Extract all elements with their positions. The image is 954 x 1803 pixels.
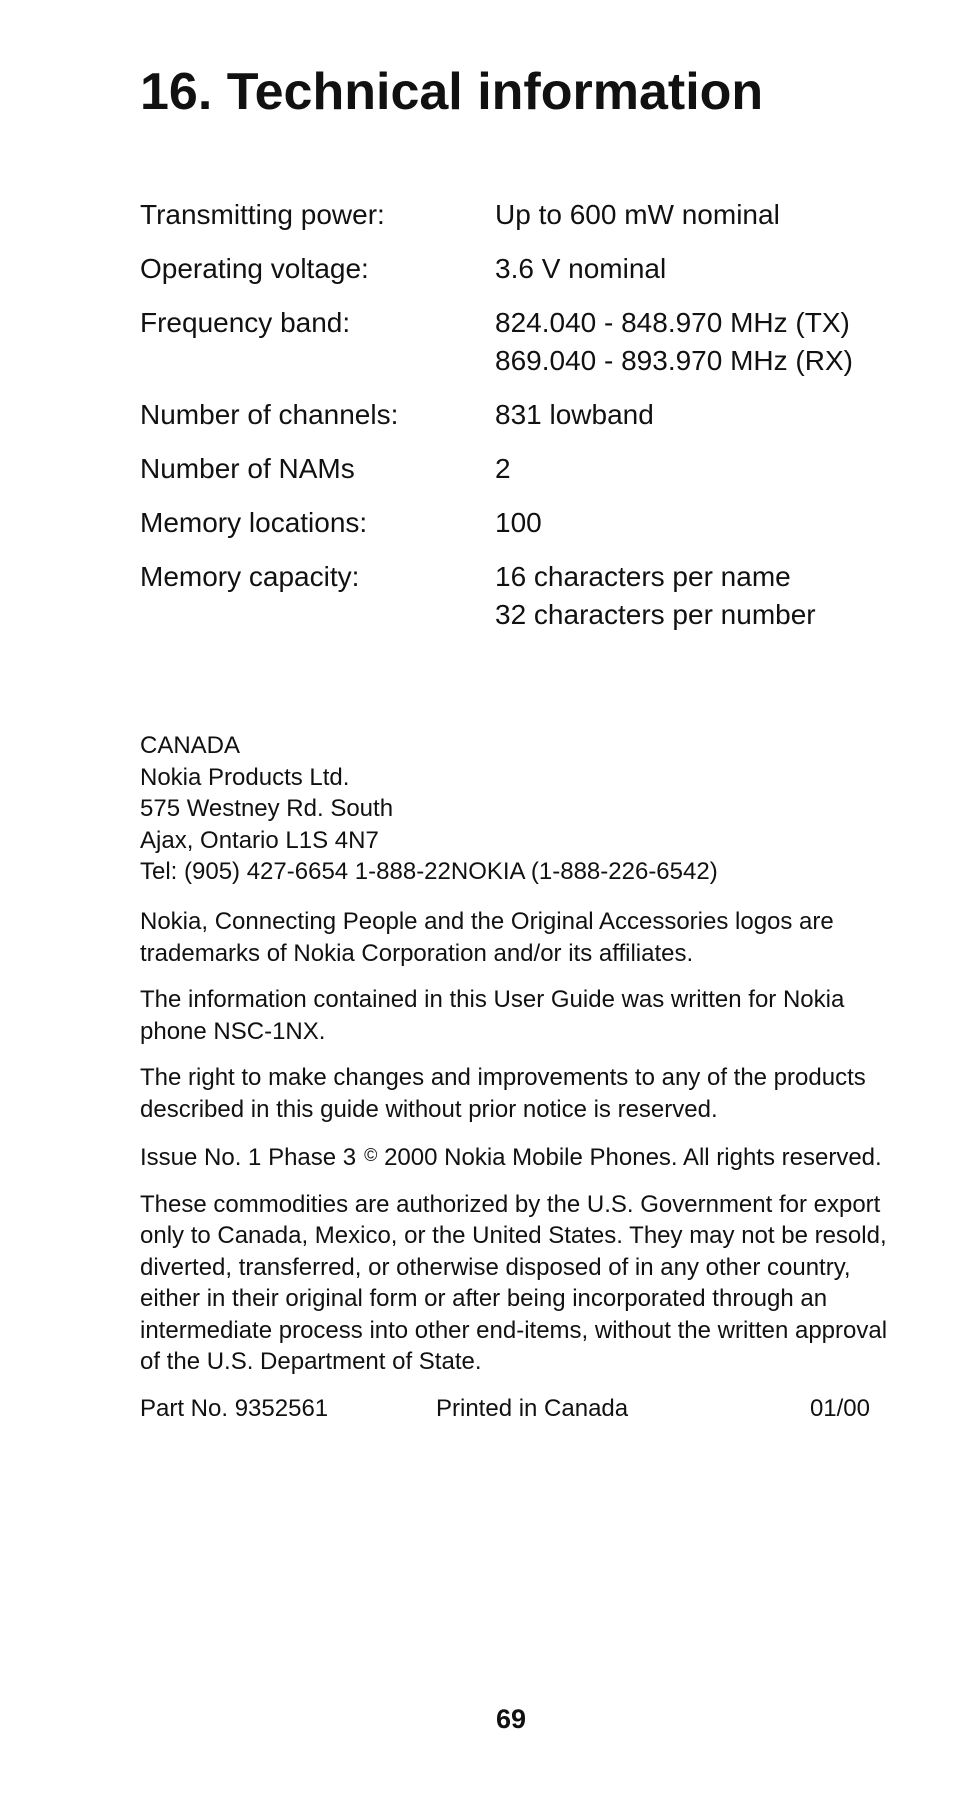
spec-label: Number of channels: <box>140 399 399 430</box>
spec-value <box>495 250 860 288</box>
page-title: 16. Technical information <box>140 63 764 121</box>
spec-label: Frequency band: <box>140 307 351 338</box>
printed-in: Printed in Canada <box>436 1394 629 1422</box>
spec-row-memory-capacity <box>140 558 860 634</box>
spec-value-line: 16 characters per name <box>495 561 791 592</box>
legal-notices <box>140 906 900 1425</box>
issue-number: Issue No. 1 Phase 3 <box>140 1144 357 1171</box>
trademark-notice: Nokia, Connecting People and the Original Accessories logos are trademarks of Nokia Corporation and/or its affiliates. <box>140 908 834 967</box>
spec-value <box>495 196 860 234</box>
spec-value <box>495 304 860 380</box>
date-code: 01/00 <box>809 1394 870 1422</box>
spec-value <box>495 396 860 434</box>
copyright-text: 2000 Nokia Mobile Phones. All rights reserved. <box>384 1144 882 1171</box>
spec-label: Memory capacity: <box>140 561 360 592</box>
address-country: CANADA <box>140 732 241 759</box>
print-info-line <box>140 1393 870 1425</box>
contact-address <box>140 730 718 888</box>
spec-row-number-of-channels <box>140 396 860 434</box>
guide-info-notice: The information contained in this User Guide was written for Nokia phone NSC-1NX. <box>140 986 845 1045</box>
spec-label: Memory locations: <box>140 507 368 538</box>
spec-label: Operating voltage: <box>140 253 369 284</box>
spec-value <box>495 450 860 488</box>
address-street: 575 Westney Rd. South <box>140 795 394 822</box>
changes-notice: The right to make changes and improvements to any of the products described in this guide without prior notice is reserved. <box>140 1064 866 1123</box>
part-number: Part No. 9352561 <box>140 1394 329 1422</box>
spec-row-frequency-band <box>140 304 860 380</box>
page-number: 69 <box>495 1704 527 1734</box>
spec-value-line: 32 characters per number <box>495 599 816 630</box>
address-company: Nokia Products Ltd. <box>140 763 350 791</box>
issue-copyright-line <box>140 1140 900 1174</box>
address-telephone: Tel: (905) 427-6654 1-888-22NOKIA (1-888-226-6542) <box>140 858 718 885</box>
spec-row-operating-voltage <box>140 250 860 288</box>
spec-row-transmitting-power <box>140 196 860 234</box>
spec-label: Number of NAMs <box>140 453 355 484</box>
copyright-symbol: © <box>364 1145 378 1165</box>
spec-value <box>495 504 860 542</box>
spec-value-line: 824.040 - 848.970 MHz (TX) <box>495 307 850 338</box>
spec-value-line: 831 lowband <box>495 399 654 430</box>
spec-value-line: 869.040 - 893.970 MHz (RX) <box>495 345 853 376</box>
address-city: Ajax, Ontario L1S 4N7 <box>140 826 379 854</box>
spec-value-line: 3.6 V nominal <box>495 253 667 284</box>
spec-table <box>140 196 860 650</box>
spec-label: Transmitting power: <box>140 199 385 230</box>
spec-value-line: 2 <box>495 453 511 484</box>
export-notice: These commodities are authorized by the U.S. Government for export only to Canada, Mexico, or the United States. They may not be resold, diverted, transferred, or otherwise disposed of in any other country, either in their original form or after being incorporated through an intermediate process into other end-items, without the written approval of the U.S. Department of State. <box>140 1190 888 1375</box>
spec-value-line: 100 <box>495 507 542 538</box>
spec-row-memory-locations <box>140 504 860 542</box>
spec-value <box>495 558 860 634</box>
spec-value-line: Up to 600 mW nominal <box>495 199 780 230</box>
spec-row-number-of-nams <box>140 450 860 488</box>
